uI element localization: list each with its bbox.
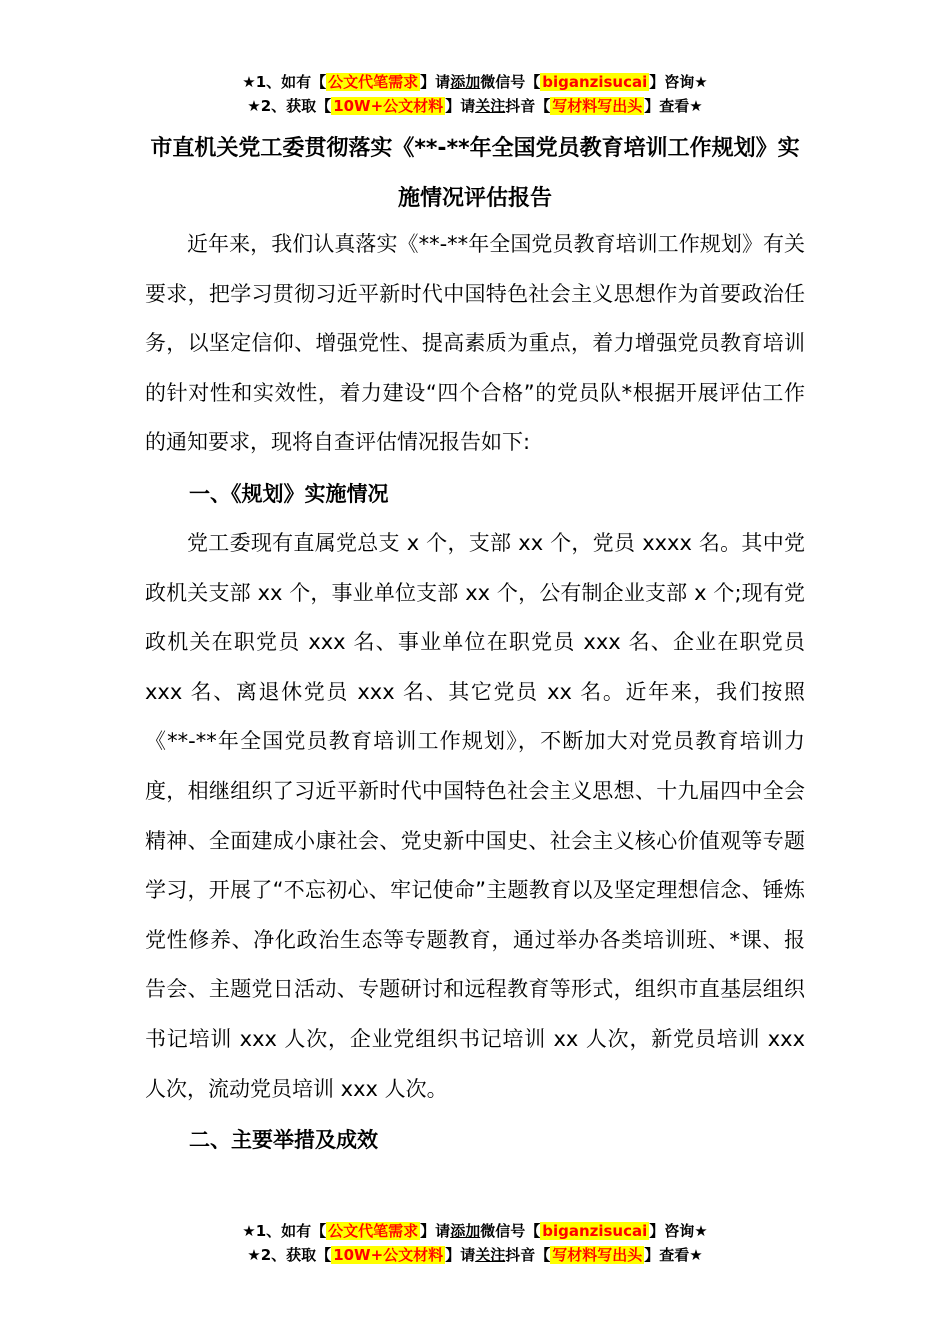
promo-text: 微信号【	[480, 73, 541, 91]
promo-highlight: 10W+公文材料	[333, 1246, 444, 1264]
top-promo-banner	[0, 70, 950, 118]
promo-highlight: 公文代笔需求	[328, 1222, 419, 1240]
promo-emphasis: 添加	[450, 73, 481, 91]
promo-text: 】查看★	[644, 97, 703, 115]
section-1-heading: 一、《规划》实施情况	[189, 482, 389, 506]
title-line-1: 市直机关党工委贯彻落实《**-**年全国党员教育培训工作规划》实	[150, 136, 800, 161]
document-title	[145, 124, 805, 224]
promo-highlight: 写材料写出头	[552, 1246, 643, 1264]
intro-paragraph-block	[145, 220, 805, 468]
promo-text: 】查看★	[644, 1246, 703, 1264]
promo-text: 抖音【	[505, 1246, 551, 1264]
promo-line-2	[0, 1243, 950, 1267]
promo-text: 】咨询★	[649, 1222, 708, 1240]
promo-text: 抖音【	[505, 97, 551, 115]
promo-text: 】请	[420, 1222, 451, 1240]
promo-line-1	[0, 1219, 950, 1243]
promo-highlight: biganzisucai	[542, 1222, 648, 1240]
promo-text: 微信号【	[480, 1222, 541, 1240]
section-2-heading: 二、主要举措及成效	[189, 1128, 378, 1152]
promo-line-1	[0, 70, 950, 94]
promo-highlight: 公文代笔需求	[328, 73, 419, 91]
promo-text: ★1、如有【	[242, 73, 327, 91]
promo-highlight: 10W+公文材料	[333, 97, 444, 115]
promo-highlight: 写材料写出头	[552, 97, 643, 115]
promo-emphasis: 添加	[450, 1222, 481, 1240]
promo-text: ★1、如有【	[242, 1222, 327, 1240]
section-1-body-block	[145, 519, 805, 1114]
promo-text: 】咨询★	[649, 73, 708, 91]
promo-highlight: biganzisucai	[542, 73, 648, 91]
promo-text: ★2、获取【	[247, 1246, 332, 1264]
promo-text: ★2、获取【	[247, 97, 332, 115]
promo-text: 】请	[420, 73, 451, 91]
title-line-2: 施情况评估报告	[397, 186, 552, 211]
section-1-paragraph: 党工委现有直属党总支 x 个，支部 xx 个，党员 xxxx 名。其中党政机关支部 xx 个，事业单位支部 xx 个，公有制企业支部 x 个;现有党政机关在职党员 xxx 名、事业单位在职党员 xxx 名、企业在职党员 xxx 名、离退休党员 xxx 名、其它党员 xx 名。近年来，我们按照《**-**年全国党员教育培训工作规划》，不断加大对党员教育培训力度，相继组织了习近平新时代中国特色社会主义思想、十九届四中全会精神、全面建成小康社会、党史新中国史、社会主义核心价值观等专题学习，开展了“不忘初心、牢记使命”主题教育以及坚定理想信念、锤炼党性修养、净化政治生态等专题教育，通过举办各类培训班、*课、报告会、主题党日活动、专题研讨和远程教育等形式，组织市直基层组织书记培训 xxx 人次，企业党组织书记培训 xx 人次，新党员培训 xxx 人次，流动党员培训 xxx 人次。	[145, 531, 805, 1101]
promo-text: 】请	[445, 97, 476, 115]
intro-paragraph: 近年来，我们认真落实《**-**年全国党员教育培训工作规划》有关要求，把学习贯彻习近平新时代中国特色社会主义思想作为首要政治任务，以坚定信仰、增强党性、提高素质为重点，着力增强党员教育培训的针对性和实效性，着力建设“四个合格”的党员队*根据开展评估工作的通知要求，现将自查评估情况报告如下:	[145, 232, 805, 455]
promo-text: 】请	[445, 1246, 476, 1264]
bottom-promo-banner	[0, 1219, 950, 1267]
promo-emphasis: 关注	[475, 1246, 506, 1264]
promo-emphasis: 关注	[475, 97, 506, 115]
promo-line-2	[0, 94, 950, 118]
